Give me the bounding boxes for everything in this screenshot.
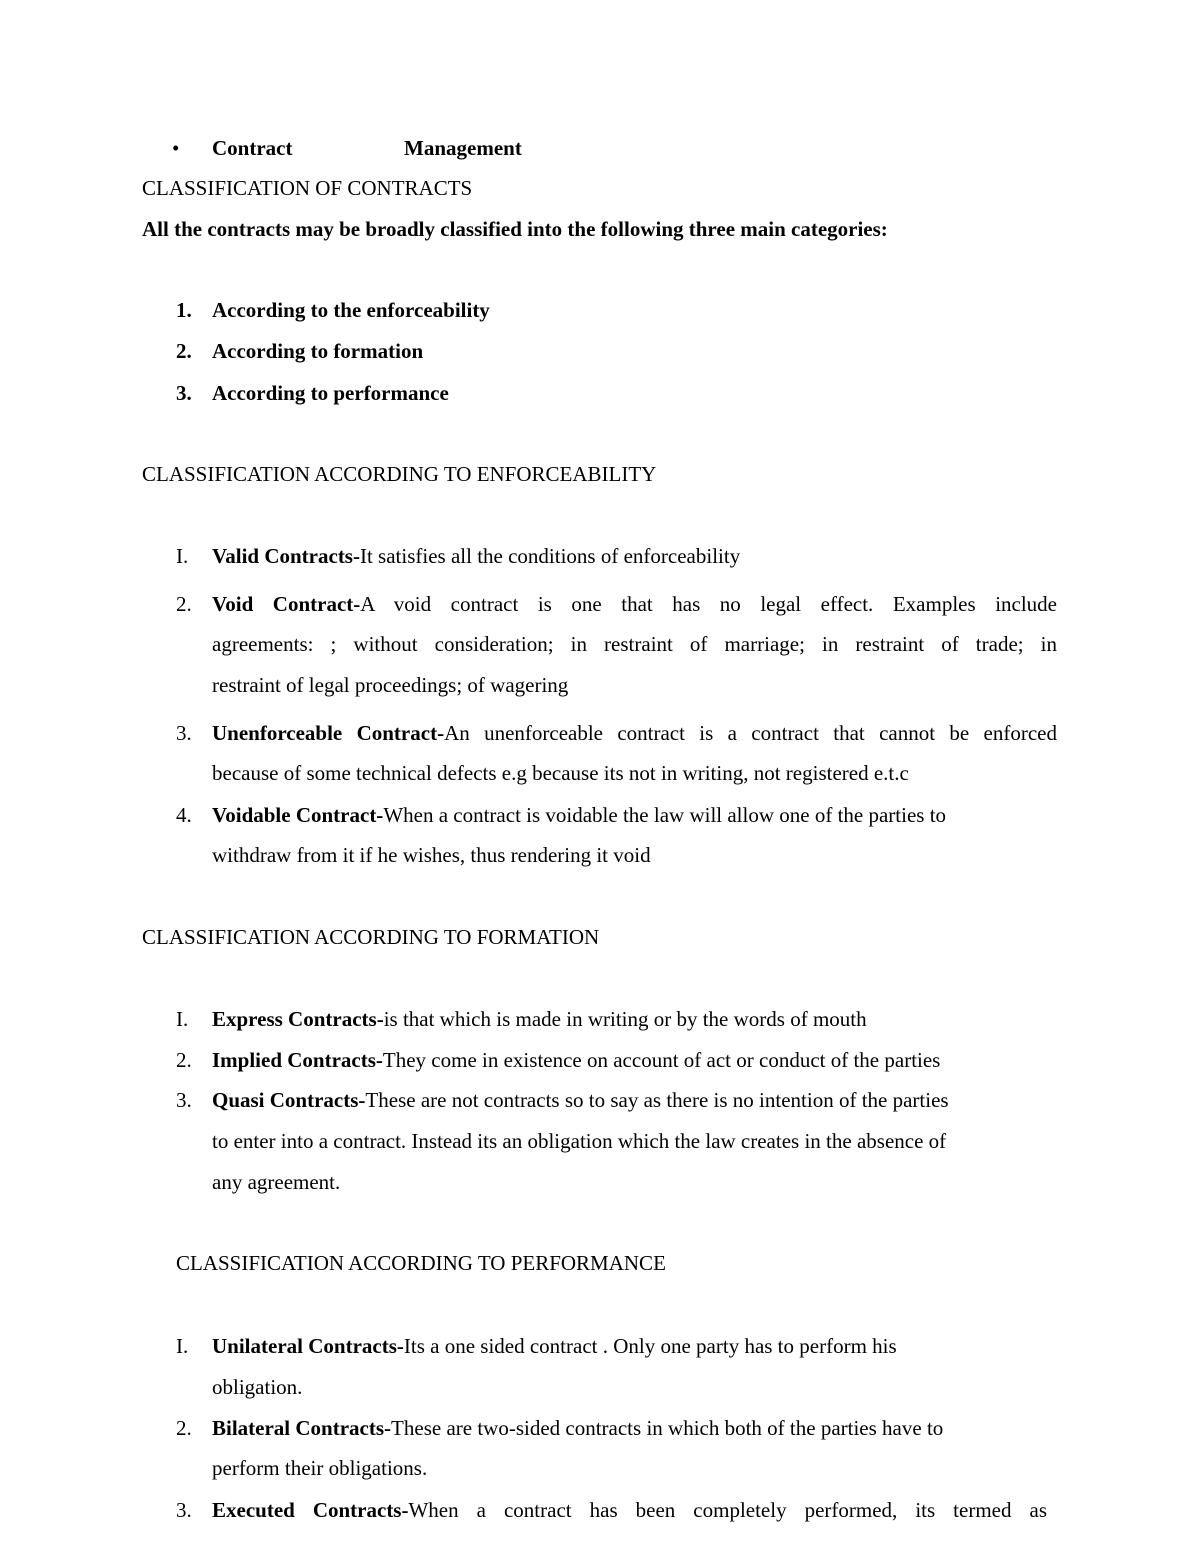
item-term: Unilateral Contracts-	[212, 1334, 404, 1358]
list-item-bilateral-contracts	[212, 1408, 943, 1448]
category-number: 3.	[176, 381, 192, 405]
item-continuation: agreements: ; without consideration; in restraint of marriage; in restraint of trade; in	[212, 632, 1057, 656]
item-continuation: withdraw from it if he wishes, thus rendering it void	[212, 843, 651, 867]
list-number: I.	[176, 1334, 189, 1358]
item-continuation: obligation.	[212, 1375, 303, 1399]
category-item: According to formation	[212, 339, 424, 363]
item-term: Bilateral Contracts-	[212, 1416, 392, 1440]
formation-heading: CLASSIFICATION ACCORDING TO FORMATION	[142, 925, 600, 949]
item-term: Valid Contracts-	[212, 544, 360, 568]
item-term: Executed Contracts-	[212, 1498, 409, 1522]
list-item-implied-contracts	[212, 1040, 940, 1080]
item-text: They come in existence on account of act or conduct of the parties	[382, 1048, 941, 1072]
list-item-void-contract	[212, 584, 1057, 624]
item-text: When a contract is voidable the law will allow one of the parties to	[383, 803, 947, 827]
category-item: According to performance	[212, 381, 449, 405]
list-number: 2.	[176, 592, 192, 616]
list-number: I.	[176, 544, 189, 568]
item-term: Voidable Contract-	[212, 803, 384, 827]
item-text: A void contract is one that has no legal effect. Examples include	[360, 592, 1057, 616]
bullet-icon: •	[172, 136, 180, 160]
item-continuation: restraint of legal proceedings; of wagering	[212, 673, 569, 697]
item-text: When a contract has been completely performed, its termed as	[408, 1498, 1047, 1522]
item-text: An unenforceable contract is a contract that cannot be enforced	[444, 721, 1057, 745]
main-heading: CLASSIFICATION OF CONTRACTS	[142, 176, 473, 200]
item-term: Unenforceable Contract-	[212, 721, 445, 745]
list-number: 4.	[176, 803, 192, 827]
item-text: is that which is made in writing or by the words of mouth	[383, 1007, 867, 1031]
item-text: These are not contracts so to say as there is no intention of the parties	[365, 1088, 949, 1112]
header-title-right: Management	[404, 136, 522, 160]
item-text: These are two-sided contracts in which both of the parties have to	[391, 1416, 944, 1440]
list-number: 3.	[176, 1498, 192, 1522]
list-number: 2.	[176, 1048, 192, 1072]
list-number: 3.	[176, 1088, 192, 1112]
category-item: According to the enforceability	[212, 298, 490, 322]
item-continuation: because of some technical defects e.g because its not in writing, not registered e.t.c	[212, 761, 909, 785]
item-term: Void Contract-	[212, 592, 361, 616]
item-text: Its a one sided contract . Only one party has to perform his	[403, 1334, 897, 1358]
enforceability-heading: CLASSIFICATION ACCORDING TO ENFORCEABILITY	[142, 462, 657, 486]
list-item-valid-contracts	[212, 536, 740, 576]
header-title-left: Contract	[212, 136, 293, 160]
list-item-quasi-contracts	[212, 1080, 949, 1120]
list-number: I.	[176, 1007, 189, 1031]
item-term: Express Contracts-	[212, 1007, 384, 1031]
performance-heading: CLASSIFICATION ACCORDING TO PERFORMANCE	[176, 1251, 666, 1275]
item-continuation: any agreement.	[212, 1170, 341, 1194]
item-continuation: perform their obligations.	[212, 1456, 428, 1480]
list-number: 3.	[176, 721, 192, 745]
item-continuation: to enter into a contract. Instead its an obligation which the law creates in the absence of	[212, 1129, 947, 1153]
item-term: Quasi Contracts-	[212, 1088, 366, 1112]
list-item-voidable-contract	[212, 795, 946, 835]
list-item-unenforceable-contract	[212, 713, 1057, 753]
list-item-express-contracts	[212, 999, 867, 1039]
item-term: Implied Contracts-	[212, 1048, 383, 1072]
list-number: 2.	[176, 1416, 192, 1440]
item-text: It satisfies all the conditions of enforceability	[359, 544, 741, 568]
category-number: 1.	[176, 298, 192, 322]
list-item-unilateral-contracts	[212, 1326, 897, 1366]
category-number: 2.	[176, 339, 192, 363]
list-item-executed-contracts	[212, 1490, 1047, 1530]
main-intro: All the contracts may be broadly classified into the following three main categories:	[142, 217, 888, 241]
